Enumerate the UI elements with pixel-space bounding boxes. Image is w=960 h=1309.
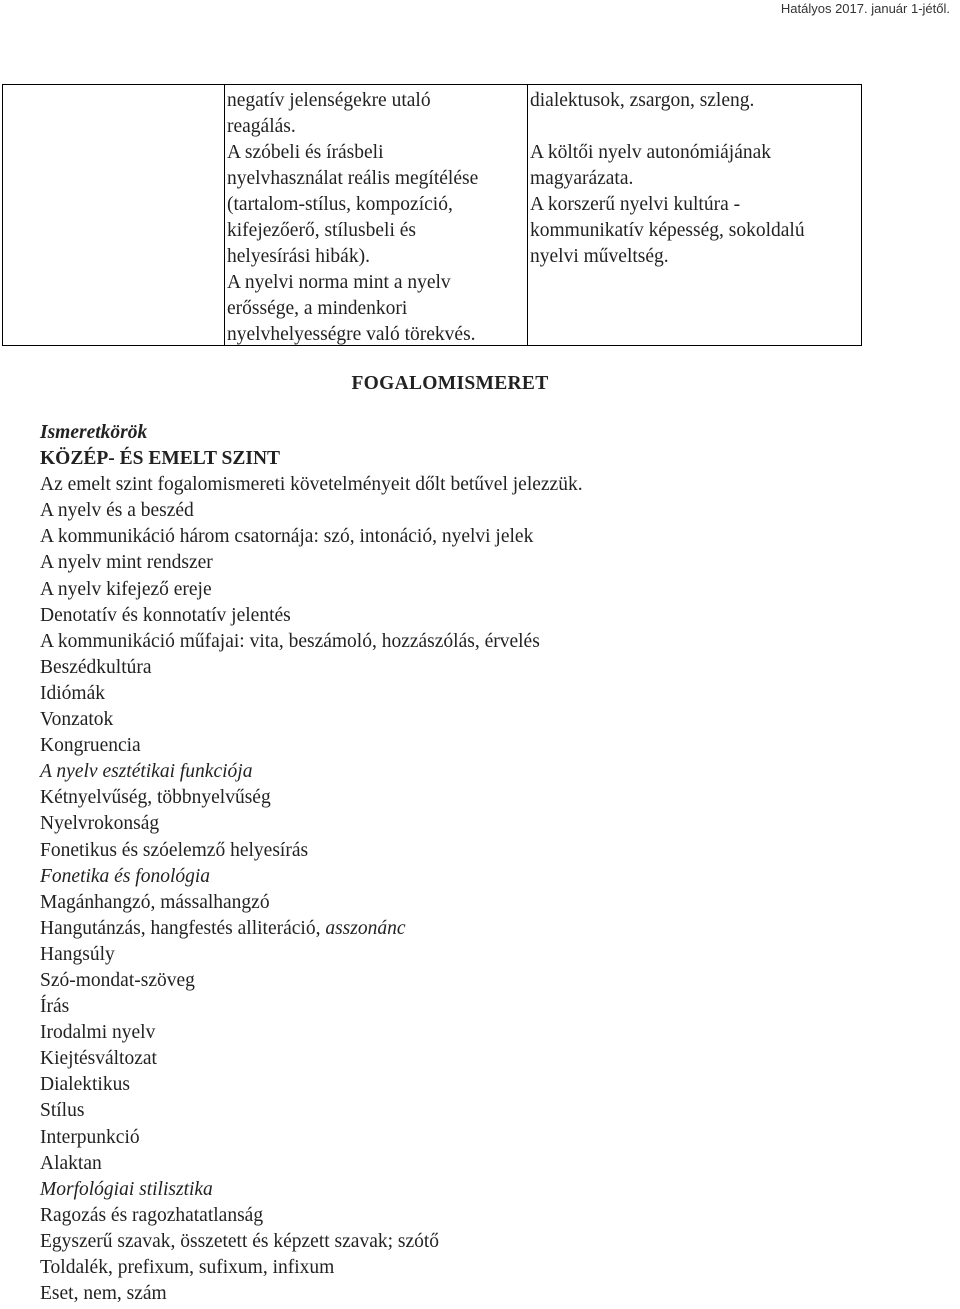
table-cell-line: nyelvhasználat reális megítélése bbox=[227, 168, 479, 189]
list-item: Toldalék, prefixum, sufixum, infixum bbox=[40, 1257, 335, 1278]
table-cell-line: magyarázata. bbox=[530, 168, 634, 189]
list-item: Hangsúly bbox=[40, 943, 115, 965]
list-item bbox=[40, 916, 583, 942]
table-cell-line: negatív jelenségekre utaló bbox=[227, 90, 431, 111]
list-item: Szó-mondat-szöveg bbox=[40, 969, 195, 991]
list-item: Egyszerű szavak, összetett és képzett szavak; szótő bbox=[40, 1230, 440, 1252]
list-item: Magánhangzó, mássalhangzó bbox=[40, 891, 270, 913]
list-item: A kommunikáció három csatornája: szó, intonáció, nyelvi jelek bbox=[40, 526, 534, 548]
list-item: A nyelv és a beszéd bbox=[40, 500, 194, 522]
list-item-advanced: A nyelv esztétikai funkciója bbox=[40, 761, 253, 783]
concept-list bbox=[40, 420, 583, 1307]
effective-date-header: Hatályos 2017. január 1-jétől. bbox=[780, 1, 950, 16]
table-cell-line: dialektusok, zsargon, szleng. bbox=[530, 90, 755, 111]
list-item: Írás bbox=[40, 996, 70, 1018]
requirements-table bbox=[2, 84, 862, 346]
list-item: Kétnyelvűség, többnyelvűség bbox=[40, 787, 271, 809]
table-cell-line: reagálás. bbox=[227, 116, 296, 137]
list-item: Alaktan bbox=[40, 1152, 102, 1174]
list-item: Idiómák bbox=[40, 682, 105, 704]
list-item: Denotatív és konnotatív jelentés bbox=[40, 604, 291, 626]
table-cell-line: A nyelvi norma mint a nyelv bbox=[227, 272, 451, 293]
table-column-3 bbox=[528, 85, 861, 348]
list-item: A kommunikáció műfajai: vita, beszámoló, hozzászólás, érvelés bbox=[40, 630, 540, 652]
table-cell-line: erőssége, a mindenkori bbox=[227, 298, 408, 319]
list-item-advanced: Fonetika és fonológia bbox=[40, 865, 211, 887]
list-item: Interpunkció bbox=[40, 1126, 140, 1148]
list-item: Stílus bbox=[40, 1100, 85, 1122]
table-cell-line: A költői nyelv autonómiájának bbox=[530, 142, 771, 163]
list-item: A nyelv kifejező ereje bbox=[40, 578, 212, 600]
list-item-advanced-text: asszonánc bbox=[325, 917, 406, 939]
table-cell-line: nyelvhelyességre való törekvés. bbox=[227, 324, 476, 345]
table-cell-line: kommunikatív képesség, sokoldalú bbox=[530, 220, 805, 241]
list-item-text: Hangutánzás, hangfestés alliteráció, bbox=[40, 917, 326, 939]
table-cell-line: nyelvi műveltség. bbox=[530, 246, 669, 267]
level-heading: KÖZÉP- ÉS EMELT SZINT bbox=[40, 448, 281, 470]
list-item: Beszédkultúra bbox=[40, 656, 152, 678]
table-cell-spacer bbox=[530, 114, 861, 140]
table-cell-line: (tartalom-stílus, kompozíció, bbox=[227, 194, 453, 215]
table-cell-line: A korszerű nyelvi kultúra - bbox=[530, 194, 741, 215]
list-item: A nyelv mint rendszer bbox=[40, 552, 213, 574]
list-item: Kongruencia bbox=[40, 735, 141, 757]
ismeretkorok-heading: Ismeretkörök bbox=[40, 422, 148, 443]
list-item: Nyelvrokonság bbox=[40, 813, 160, 835]
list-item: Fonetikus és szóelemző helyesírás bbox=[40, 839, 309, 861]
list-item: Irodalmi nyelv bbox=[40, 1022, 156, 1044]
table-cell-line: kifejezőerő, stílusbeli és bbox=[227, 220, 416, 241]
section-title: FOGALOMISMERET bbox=[351, 373, 549, 394]
table-cell-line: A szóbeli és írásbeli bbox=[227, 142, 384, 163]
list-item: Kiejtésváltozat bbox=[40, 1048, 157, 1070]
note-text: Az emelt szint fogalomismereti követelményeit dőlt betűvel jelezzük. bbox=[40, 474, 583, 496]
table-cell-line: helyesírási hibák). bbox=[227, 246, 370, 267]
list-item-advanced: Morfológiai stilisztika bbox=[40, 1178, 213, 1200]
list-item: Dialektikus bbox=[40, 1074, 130, 1096]
list-item: Vonzatok bbox=[40, 709, 114, 731]
list-item: Ragozás és ragozhatatlanság bbox=[40, 1204, 264, 1226]
list-item: Eset, nem, szám bbox=[40, 1283, 167, 1305]
table-column-1 bbox=[3, 85, 225, 345]
table-column-2 bbox=[225, 85, 528, 345]
